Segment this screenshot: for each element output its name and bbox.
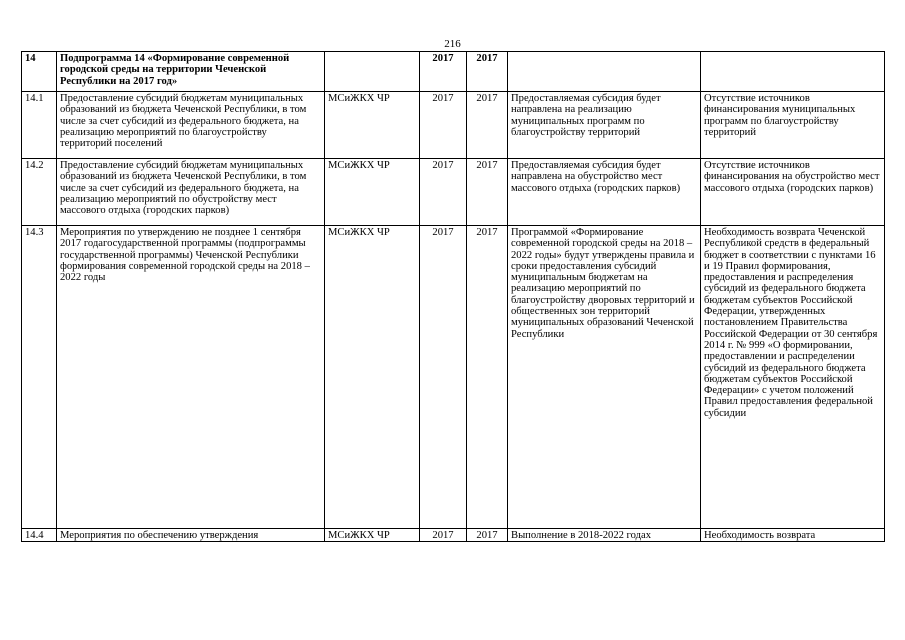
- executor: МСиЖКХ ЧР: [325, 226, 420, 529]
- end-year: 2017: [467, 226, 508, 529]
- row-number: 14.2: [22, 159, 57, 226]
- start-year: 2017: [420, 52, 467, 92]
- end-year: 2017: [467, 159, 508, 226]
- row-number: 14.1: [22, 92, 57, 159]
- measure-name: Предоставление субсидий бюджетам муниципальных образований из бюджета Чеченской Республики, в том числе за счет субсидий из федерального бюджета, на реализацию мероприятий по обустройству мест массового отдыха (городских парков): [57, 159, 325, 226]
- table-row: [22, 92, 885, 159]
- start-year: 2017: [420, 159, 467, 226]
- measures-table: [21, 51, 885, 542]
- executor: МСиЖКХ ЧР: [325, 529, 420, 542]
- consequence: Необходимость возврата: [701, 529, 885, 542]
- measure-name: Мероприятия по утверждению не позднее 1 сентября 2017 годагосударственной программы (подпрограммы государственной программы) Чеченской Республики формирования современной городской среды на 2018 – 2022 годы: [57, 226, 325, 529]
- expected-result: Предоставляемая субсидия будет направлена на обустройство мест массового отдыха (городских парков): [508, 159, 701, 226]
- row-number: 14.3: [22, 226, 57, 529]
- measure-name: Мероприятия по обеспечению утверждения: [57, 529, 325, 542]
- end-year: 2017: [467, 529, 508, 542]
- table-row: [22, 52, 885, 92]
- consequence: Отсутствие источников финансирования муниципальных программ по благоустройству территорий: [701, 92, 885, 159]
- consequence: Отсутствие источников финансирования на обустройство мест массового отдыха (городских парков): [701, 159, 885, 226]
- end-year: 2017: [467, 52, 508, 92]
- start-year: 2017: [420, 92, 467, 159]
- table-row: [22, 159, 885, 226]
- page-number: 216: [444, 38, 461, 50]
- consequence: Необходимость возврата Чеченской Республикой средств в федеральный бюджет в соответствии с пунктами 16 и 19 Правил формирования, предоставления и распределения субсидий из федерального бюджета бюджетам субъектов Российской Федерации, утвержденных постановлением Правительства Российской Федерации от 30 сентября 2014 г. № 999 «О формировании, предоставлении и распределении субсидий из федерального бюджета бюджетам субъектов Российской Федерации» с учетом положений Правил предоставления федеральной субсидии: [701, 226, 885, 529]
- executor: МСиЖКХ ЧР: [325, 92, 420, 159]
- expected-result: [508, 52, 701, 92]
- start-year: 2017: [420, 226, 467, 529]
- end-year: 2017: [467, 92, 508, 159]
- measure-name: Подпрограмма 14 «Формирование современной городской среды на территории Чеченской Республики на 2017 год»: [57, 52, 325, 92]
- table-row: [22, 529, 885, 542]
- expected-result: Выполнение в 2018-2022 годах: [508, 529, 701, 542]
- table-row: [22, 226, 885, 529]
- row-number: 14.4: [22, 529, 57, 542]
- expected-result: Программой «Формирование современной городской среды на 2018 – 2022 годы» будут утверждены правила и сроки предоставления субсидий муниципальным бюджетам на реализацию мероприятий по благоустройству дворовых территорий и общественных зон территорий муниципальных образований Чеченской Республики: [508, 226, 701, 529]
- expected-result: Предоставляемая субсидия будет направлена на реализацию муниципальных программ по благоустройству территорий: [508, 92, 701, 159]
- consequence: [701, 52, 885, 92]
- start-year: 2017: [420, 529, 467, 542]
- executor: МСиЖКХ ЧР: [325, 159, 420, 226]
- executor: [325, 52, 420, 92]
- measure-name: Предоставление субсидий бюджетам муниципальных образований из бюджета Чеченской Республики, в том числе за счет субсидий из федерального бюджета, на реализацию мероприятий по благоустройству территорий поселений: [57, 92, 325, 159]
- row-number: 14: [22, 52, 57, 92]
